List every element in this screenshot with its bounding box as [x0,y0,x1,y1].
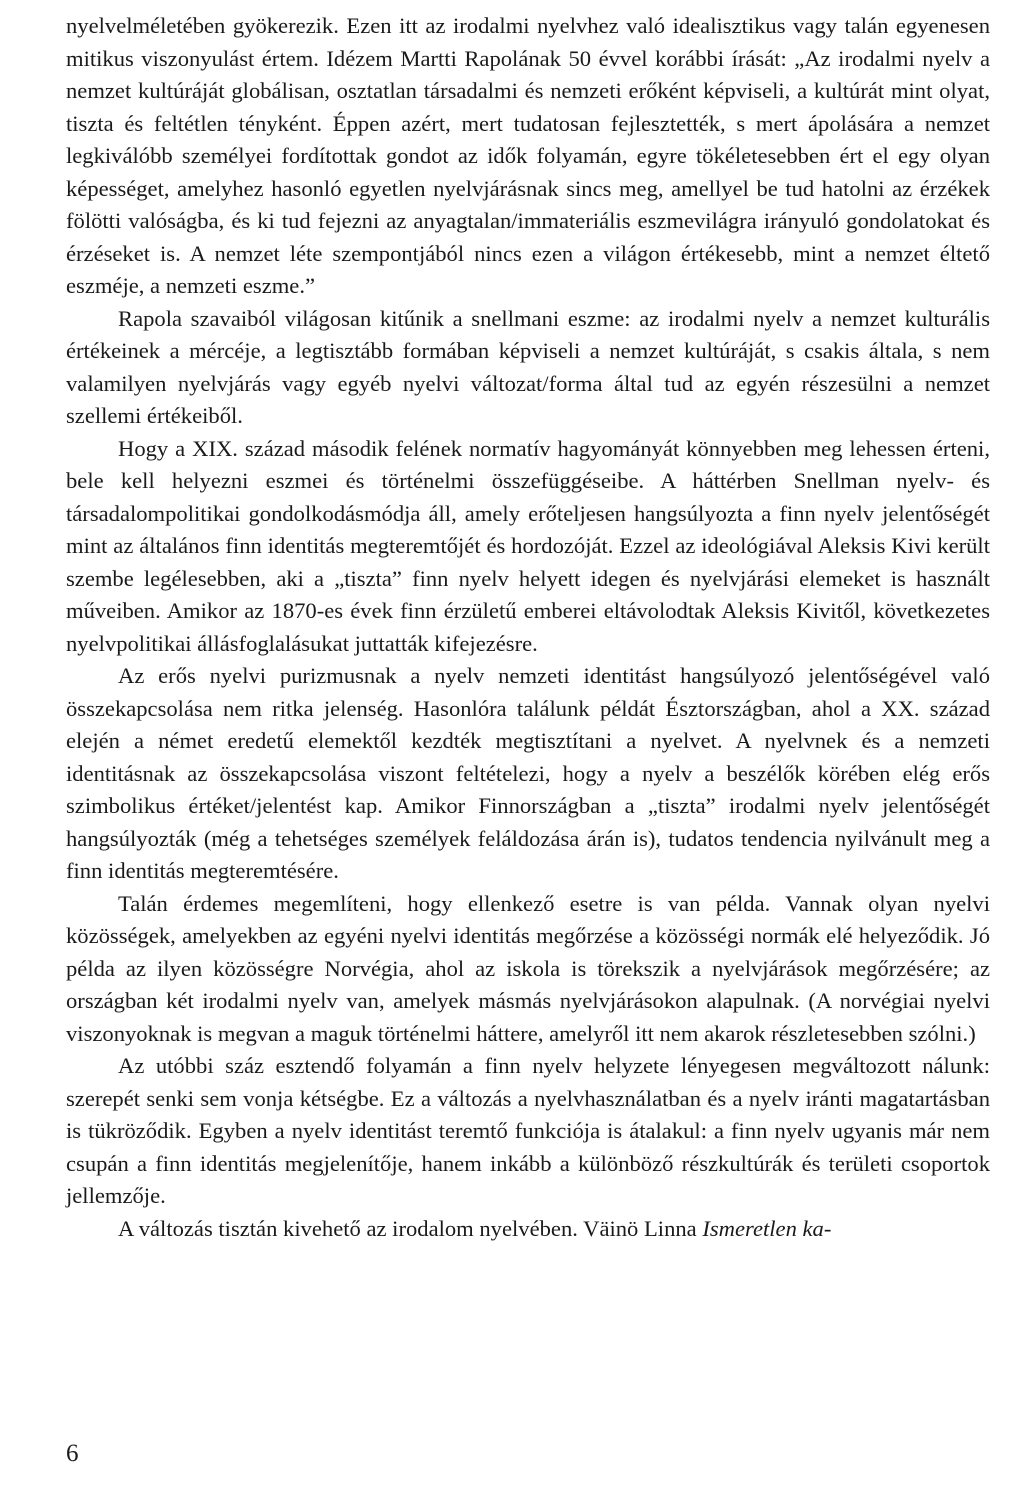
paragraph-2: Rapola szavaiból világosan kitűnik a snellmani eszme: az irodalmi nyelv a nemzet kulturális értékeinek a mércéje, a legtisztább formában képviseli a nemzet kultúráját, s csakis általa, s nem valamilyen nyelvjárás vagy egyéb nyelvi változat/forma által tud az egyén részesülni a nemzet szellemi értékeiből. [66,305,990,428]
page-body [66,10,990,1245]
page-number: 6 [66,1440,79,1467]
paragraph-6: Az utóbbi száz esztendő folyamán a finn nyelv helyzete lényegesen megváltozott nálunk: szerepét senki sem vonja kétségbe. Ez a változás a nyelvhasználatban és a nyelv iránti magatartásban is tükröződik. Egyben a nyelv identitást teremtő funkciója is átalakul: a finn nyelv ugyanis már nem csupán a finn identitás megjelenítője, hanem inkább a különböző részkultúrák és területi csoportok jellemzője. [66,1053,990,1208]
paragraph-3: Hogy a XIX. század második felének normatív hagyományát könnyebben meg lehessen érteni, bele kell helyezni eszmei és történelmi összefüggéseibe. A háttérben Snellman nyelv- és társadalompolitikai gondolkodásmódja áll, amely erőteljesen hangsúlyozta a finn nyelv jelentőségét mint az általános finn identitás megteremtőjét és hordozóját. Ezzel az ideológiával Aleksis Kivi került szembe legélesebben, aki a „tiszta” finn nyelv helyett idegen és nyelvjárási elemeket is használt műveiben. Amikor az 1870-es évek finn érzületű emberei eltávolodtak Aleksis Kivitől, következetes nyelvpolitikai állásfoglalásukat juttatták kifejezésre. [66,435,990,656]
paragraph-1: nyelvelméletében gyökerezik. Ezen itt az irodalmi nyelvhez való idealisztikus vagy talán egyenesen mitikus viszonyulást értem. Idézem Martti Rapolának 50 évvel korábbi írását: „Az irodalmi nyelv a nemzet kultúráját globálisan, osztatlan társadalmi és nemzeti erőként képviseli, a kultúrát mint olyat, tiszta és feltétlen tényként. Éppen azért, mert tudatosan fejlesztették, s mert ápolására a nemzet legkiválóbb személyei fordítottak gondot az idők folyamán, egyre tökéletesebben ért el egy olyan képességet, amelyhez hasonló egyetlen nyelvjárásnak sincs meg, amellyel be tud hatolni az érzékek fölötti valóságba, és ki tud fejezni az anyagtalan/immateriális eszmevilágra irányuló gondolatokat és érzéseket is. A nemzet léte szempontjából nincs ezen a világon értékesebb, mint a nemzet éltető eszméje, a nemzeti eszme.” [66,13,990,298]
book-title-italic: Ismeretlen ka- [702,1215,832,1241]
paragraph-7 [66,1213,990,1246]
paragraph-4: Az erős nyelvi purizmusnak a nyelv nemzeti identitást hangsúlyozó jelentőségével való összekapcsolása nem ritka jelenség. Hasonlóra találunk példát Észtországban, ahol a XX. század elején a német eredetű elemektől kezdték megtisztítani a nyelvet. A nyelvnek és a nemzeti identitásnak az összekapcsolása viszont feltételezi, hogy a nyelv a beszélők körében elég erős szimbolikus értéket/jelentést kap. Amikor Finnországban a „tiszta” irodalmi nyelv jelentőségét hangsúlyozták (még a tehetséges személyek feláldozása árán is), tudatos tendencia nyilvánult meg a finn identitás megteremtésére. [66,663,990,883]
paragraph-5: Talán érdemes megemlíteni, hogy ellenkező esetre is van példa. Vannak olyan nyelvi közösségek, amelyekben az egyéni nyelvi identitás megőrzése a közösségi normák elé helyeződik. Jó példa az ilyen közösségre Norvégia, ahol az iskola is törekszik a nyelvjárások megőrzésére; az országban két irodalmi nyelv van, amelyek másmás nyelvjárásokon alapulnak. (A norvégiai nyelvi viszonyoknak is megvan a maguk történelmi háttere, amelyről itt nem akarok részletesebben szólni.) [66,890,990,1046]
paragraph-7-text: A változás tisztán kivehető az irodalom nyelvében. Väinö Linna [118,1215,703,1241]
